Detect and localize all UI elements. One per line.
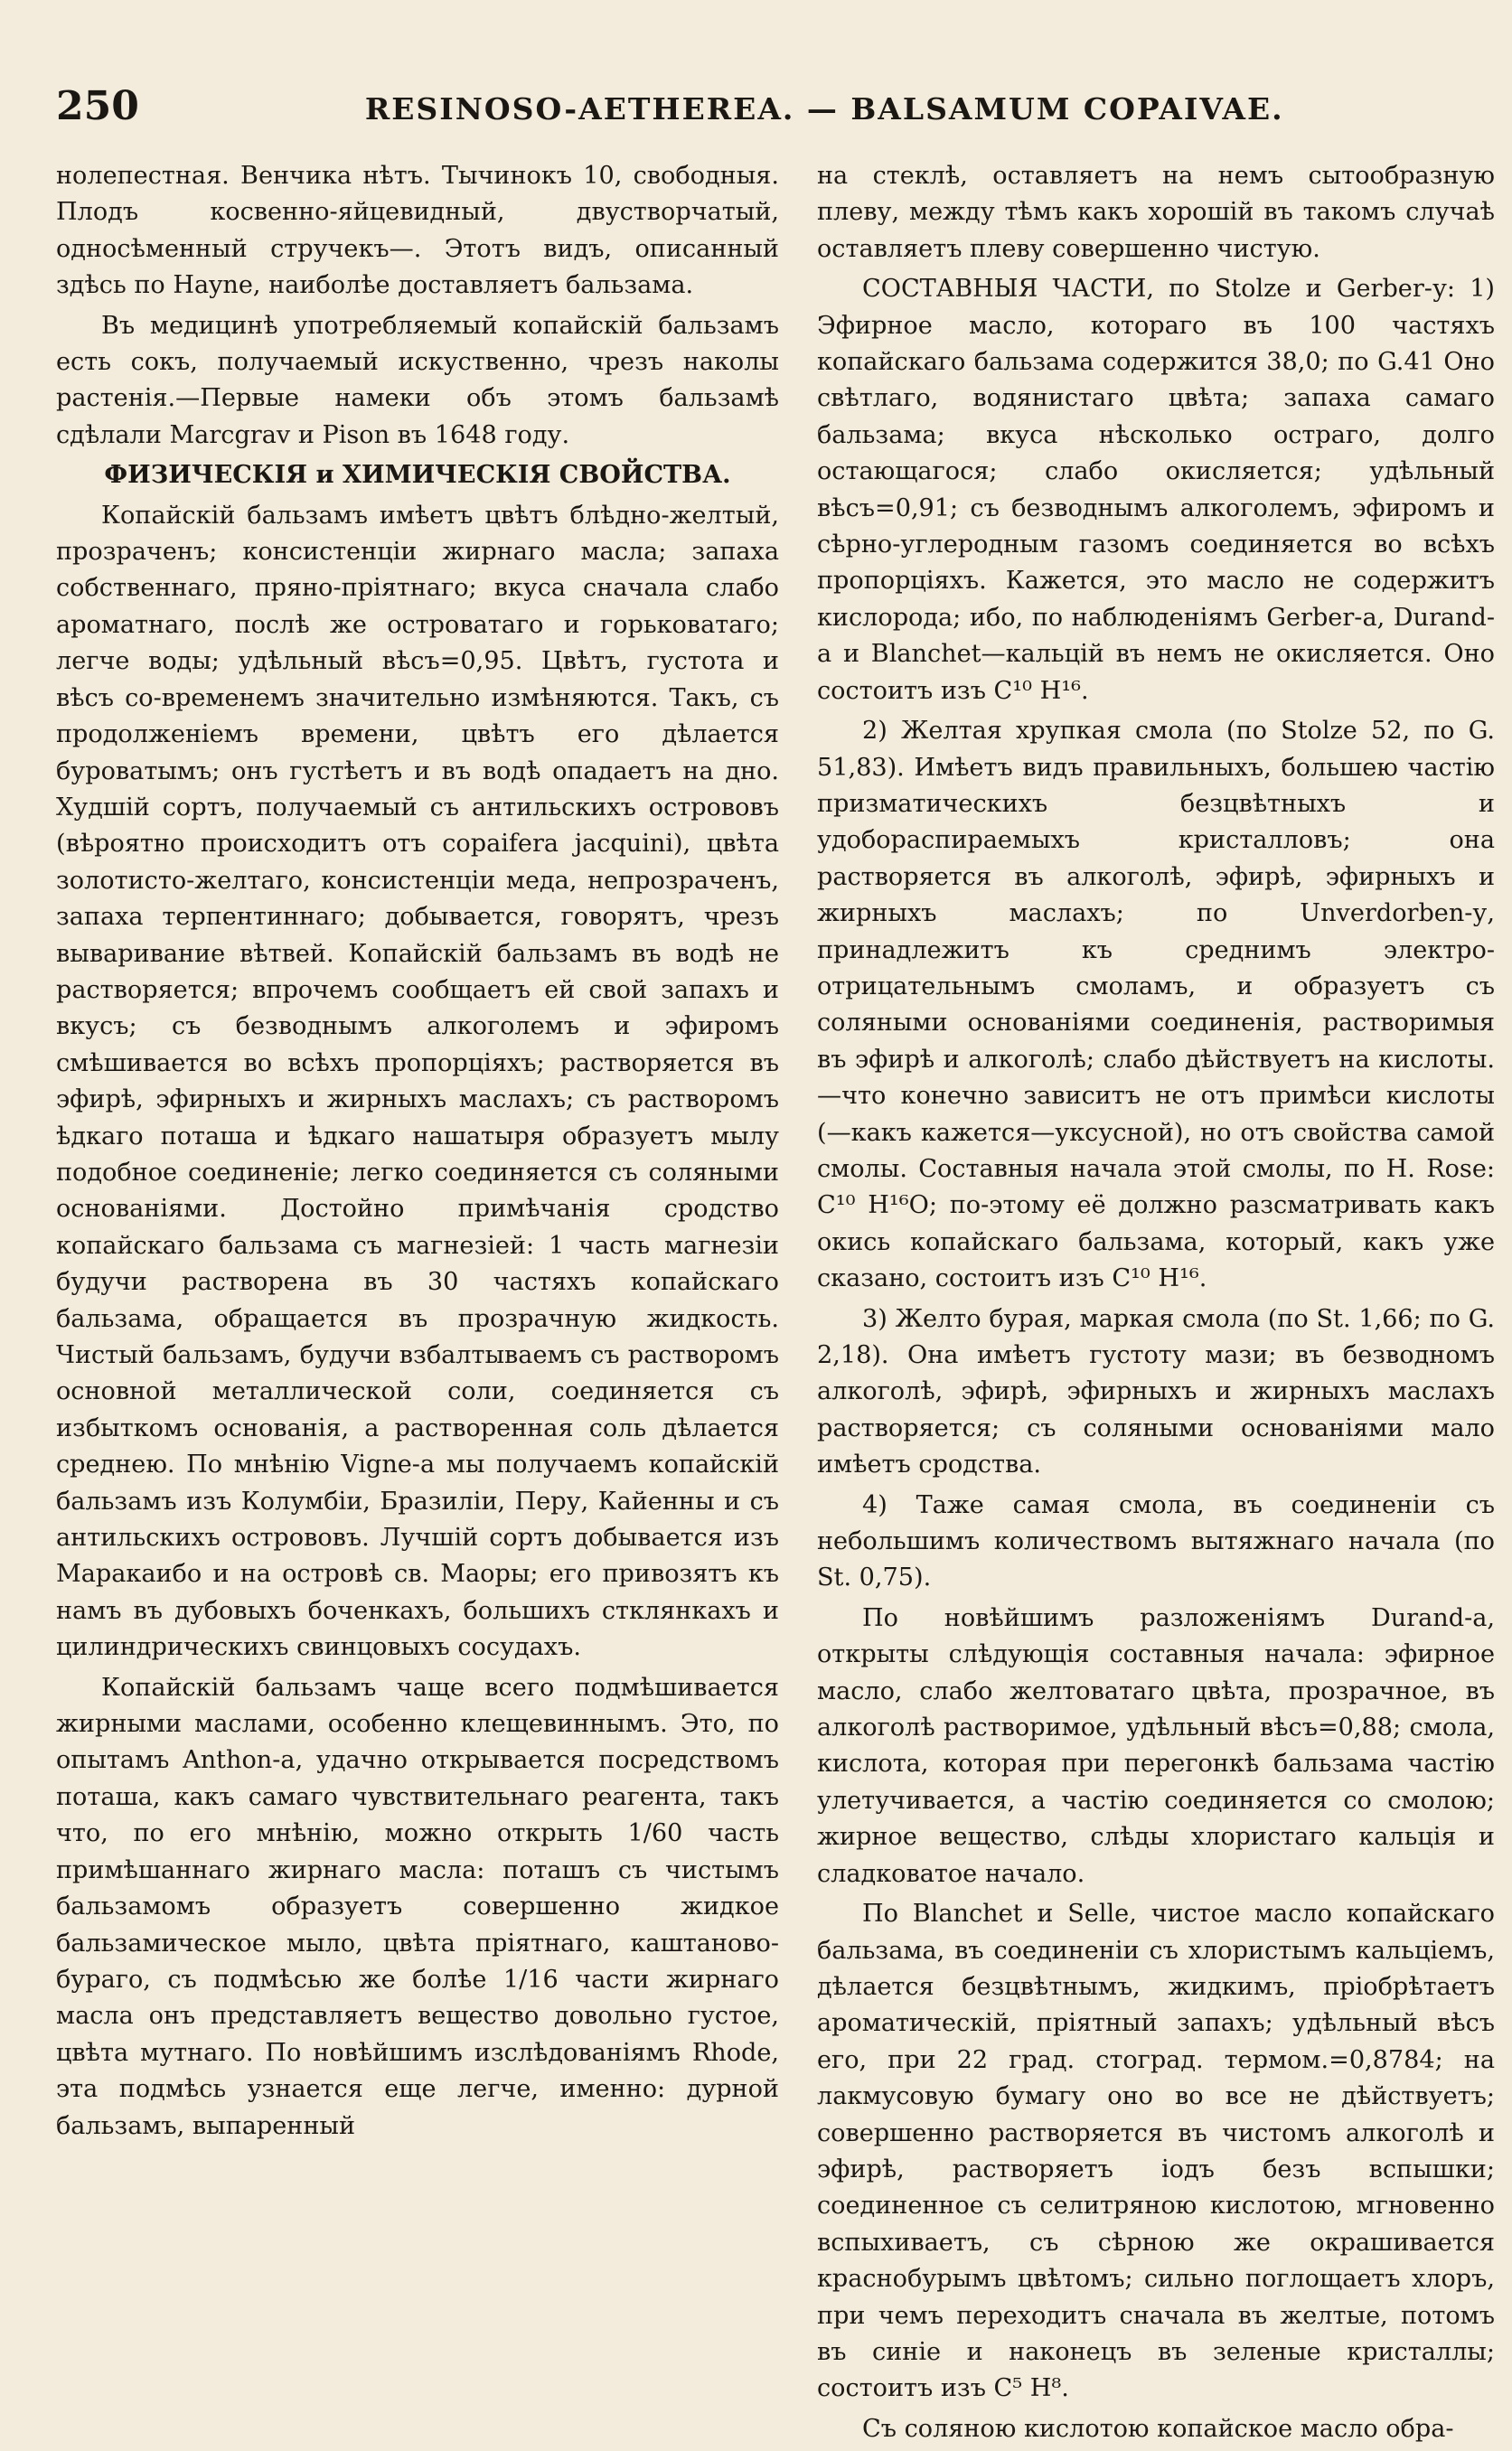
paragraph: СОСТАВНЫЯ ЧАСТИ, по Stolze и Gerber-у: 1) Эфирное масло, котораго въ 100 частяхъ копайскаго бальзама содержится 38,0; по G.41 Оно свѣтлаго, водянистаго цвѣта; запаха самаго бальзама; вкуса нѣсколько остраго, долго остающагося; слабо окисляется; удѣльный вѣсъ=0,91; съ безводнымъ алкоголемъ, эфиромъ и сѣрно-углеродным газомъ соединяется во всѣхъ пропорціяхъ. Кажется, это масло не содержитъ кислорода; ибо, по наблюденіямъ Gerber-а, Durand-а и Blanchet—кальцій въ немъ не окисляется. Оно состоитъ изъ C¹⁰ H¹⁶. [817,275,1495,705]
paragraph: Съ соляною кислотою копайское масло обра- [862,2414,1454,2443]
page-number: 250 [56,83,139,129]
paragraph: Въ медицинѣ употребляемый копайскій бальзамъ есть сокъ, получаемый искуственно, чрезъ наколы растенія.—Первые намеки объ этомъ бальзамѣ сдѣлали Marcgrav и Pison въ 1648 году. [56,311,779,449]
paragraph: 2) Желтая хрупкая смола (по Stolze 52, по G. 51,83). Имѣетъ видъ правильныхъ, большею частію призматическихъ безцвѣтныхъ и удобораспираемыхъ кристалловъ; она растворяется въ алкоголѣ, эфирѣ, эфирныхъ и жирныхъ маслахъ; по Unverdorben-у, принадлежитъ къ среднимъ электро-отрицательнымъ смоламъ, и образуетъ съ соляными основаніями соединенія, растворимыя въ эфирѣ и алкоголѣ; слабо дѣйствуетъ на кислоты.—что конечно зависитъ не отъ примѣси кислоты (—какъ кажется—уксусной), но отъ свойства самой смолы. Составныя начала этой смолы, по H. Rose: C¹⁰ H¹⁶O; по-этому её должно разсматривать какъ окись копайскаго бальзама, который, какъ уже сказано, состоитъ изъ C¹⁰ H¹⁶. [817,717,1495,1293]
paragraph: 3) Желто бурая, маркая смола (по St. 1,66; по G. 2,18). Она имѣетъ густоту мази; въ безводномъ алкоголѣ, эфирѣ, эфирныхъ и жирныхъ маслахъ растворяется; съ соляными основаніями мало имѣетъ сродства. [817,1304,1495,1479]
running-title: RESINOSO-AETHEREA. — BALSAMUM COPAIVAE. [364,91,1284,127]
paragraph: По новѣйшимъ разложеніямъ Durand-а, открыты слѣдующія составныя начала: эфирное масло, слабо желтоватаго цвѣта, прозрачное, въ алкоголѣ растворимое, удѣльный вѣсъ=0,88; смола, кислота, которая при перегонкѣ бальзама частію улетучивается, а частію соединяется со смолою; жирное вещество, слѣды хлористаго кальція и сладковатое начало. [817,1603,1495,1888]
paragraph: 4) Таже самая смола, въ соединеніи съ небольшимъ количествомъ вытяжнаго начала (по St. 0,75). [817,1490,1495,1592]
page-header [56,83,1466,134]
paragraph: Копайскій бальзамъ имѣетъ цвѣтъ блѣдно-желтый, прозраченъ; консистенціи жирнаго масла; запаха собственнаго, пряно-пріятнаго; вкуса сначала слабо ароматнаго, послѣ же островатаго и горьковатаго; легче воды; удѣльный вѣсъ=0,95. Цвѣтъ, густота и вѣсъ со-временемъ значительно измѣняются. Такъ, съ продолженіемъ времени, цвѣтъ его дѣлается буроватымъ; онъ густѣетъ и въ водѣ опадаетъ на дно. Худшій сортъ, получаемый съ антильскихъ острововъ (вѣроятно происходитъ отъ copaifera jacquini), цвѣта золотисто-желтаго, консистенціи меда, непрозраченъ, запаха терпентиннаго; добывается, говорятъ, чрезъ вываривание вѣтвей. Копайскій бальзамъ въ водѣ не растворяется; впрочемъ сообщаетъ ей свой запахъ и вкусъ; съ безводнымъ алкоголемъ и эфиромъ смѣшивается во всѣхъ пропорціяхъ; растворяется въ эфирѣ, эфирныхъ и жирныхъ маслахъ; съ растворомъ ѣдкаго поташа и ѣдкаго нашатыря образуетъ мылу подобное соединеніе; легко соединяется съ соляными основаніями. Достойно примѣчанія сродство копайскаго бальзама съ магнезіей: 1 часть магнезіи будучи растворена въ 30 частяхъ копайскаго бальзама, обращается въ прозрачную жидкость. Чистый бальзамъ, будучи взбалтываемъ съ растворомъ основной металлической соли, соединяется съ избыткомъ основанія, а растворенная соль дѣлается среднею. По мнѣнію Vigne-а мы получаемъ копайскій бальзамъ изъ Колумбіи, Бразиліи, Перу, Кайенны и съ антильскихъ острововъ. Лучшій сортъ добывается изъ Маракаибо и на островѣ св. Маоры; его привозятъ къ намъ въ дубовыхъ боченкахъ, большихъ стклянкахъ и цилиндрическихъ свинцовыхъ сосудахъ. [56,501,779,1662]
paragraph: нолепестная. Венчика нѣтъ. Тычинокъ 10, свободныя. Плодъ косвенно-яйцевидный, двустворчатый, односѣменный стручекъ—. Этотъ видъ, описанный здѣсь по Hayne, наиболѣе доставляетъ бальзама. [56,162,779,300]
paragraph: на стеклѣ, оставляетъ на немъ сытообразную плеву, между тѣмъ какъ хорошій въ такомъ случаѣ оставляетъ плеву совершенно чистую. [817,162,1495,263]
right-column [817,158,1495,2451]
paragraph: Копайскій бальзамъ чаще всего подмѣшивается жирными маслами, особенно клещевиннымъ. Это, по опытамъ Anthon-а, удачно открывается посредствомъ поташа, какъ самаго чувствительнаго реагента, такъ что, по его мнѣнію, можно открыть 1/60 часть примѣшаннаго жирнаго масла: поташъ съ чистымъ бальзамомъ образуетъ совершенно жидкое бальзамическое мыло, цвѣта пріятнаго, каштаново-бураго, съ подмѣсью же болѣе 1/16 части жирнаго масла онъ представляетъ вещество довольно густое, цвѣта мутнаго. По новѣйшимъ изслѣдованіямъ Rhode, эта подмѣсь узнается еще легче, именно: дурной бальзамъ, выпаренный [56,1673,779,2140]
paragraph: По Blanchet и Selle, чистое масло копайскаго бальзама, въ соединеніи съ хлористымъ кальціемъ, дѣлается безцвѣтнымъ, жидкимъ, пріобрѣтаетъ ароматическій, пріятный запахъ; удѣльный вѣсъ его, при 22 град. стоград. термом.=0,8784; на лакмусовую бумагу оно во все не дѣйствуетъ; совершенно растворяется въ чистомъ алкоголѣ и эфирѣ, растворяетъ іодъ безъ вспышки; соединенное съ селитряною кислотою, мгновенно вспыхиваетъ, съ сѣрною же окрашивается краснобурымъ цвѣтомъ; сильно поглощаетъ хлоръ, при чемъ переходитъ сначала въ желтые, потомъ въ синіе и наконецъ въ зеленые кристаллы; состоитъ изъ C⁵ H⁸. [817,1900,1495,2403]
left-column [56,158,779,2148]
section-heading: ФИЗИЧЕСКІЯ и ХИМИЧЕСКІЯ СВОЙСТВА. [104,461,731,490]
